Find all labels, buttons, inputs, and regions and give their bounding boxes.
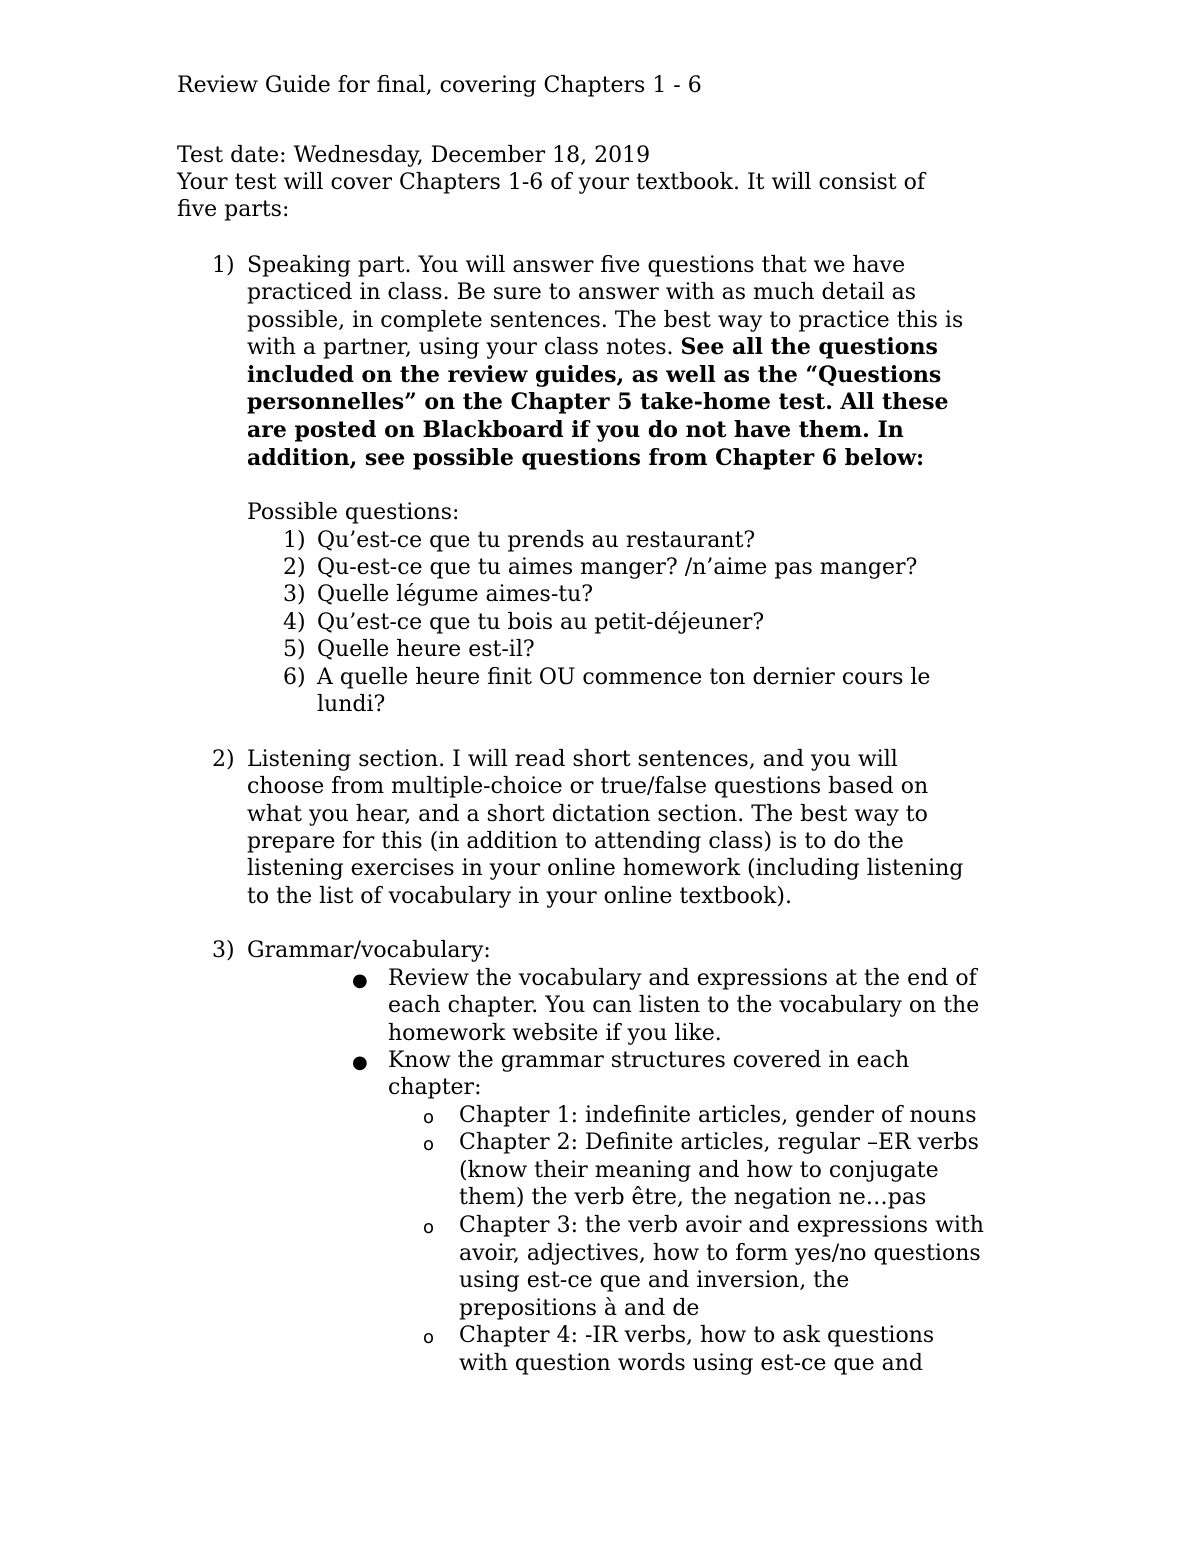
question-item: Quelle légume aimes-tu? (317, 582, 594, 607)
part1-bold-line: are posted on Blackboard if you do not have them. In (247, 417, 904, 443)
question-number: 6) (283, 665, 306, 690)
part1-bold-text: See all the questions (680, 334, 938, 360)
part1-line: possible, in complete sentences. The best way to practice this is (247, 308, 964, 333)
question-number: 5) (283, 637, 306, 662)
question-item: Qu-est-ce que tu aimes manger? /n’aime pas manger? (317, 555, 918, 580)
part1-bold-line: included on the review guides, as well as the “Questions (247, 362, 942, 388)
bullet-line: homework website if you like. (388, 1021, 722, 1046)
question-number: 3) (283, 582, 306, 607)
part2-line: to the list of vocabulary in your online textbook). (247, 884, 792, 909)
part3-heading: Grammar/vocabulary: (247, 938, 491, 963)
part1-line: Speaking part. You will answer five questions that we have (247, 253, 906, 278)
possible-questions-label: Possible questions: (247, 500, 460, 525)
part2-line: Listening section. I will read short sentences, and you will (247, 747, 898, 772)
chapter-line: prepositions à and de (459, 1296, 700, 1321)
circle-bullet-icon: o (423, 1134, 435, 1155)
part1-mixed-line (247, 334, 938, 362)
question-number: 4) (283, 610, 306, 635)
bullet-line: Know the grammar structures covered in each (388, 1048, 910, 1073)
part2-line: what you hear, and a short dictation section. The best way to (247, 802, 928, 827)
question-number: 2) (283, 555, 306, 580)
chapter-line: Chapter 4: -IR verbs, how to ask questions (459, 1323, 935, 1348)
question-item: lundi? (317, 692, 386, 717)
part-number: 2) (212, 747, 235, 772)
question-item: Quelle heure est-il? (317, 637, 535, 662)
part2-line: prepare for this (in addition to attending class) is to do the (247, 829, 904, 854)
part-number: 3) (212, 938, 235, 963)
chapter-line: Chapter 3: the verb avoir and expressions with (459, 1213, 984, 1238)
bullet-icon: ● (352, 1052, 368, 1073)
circle-bullet-icon: o (423, 1327, 435, 1348)
intro-line: five parts: (177, 197, 290, 222)
question-item: A quelle heure finit OU commence ton dernier cours le (317, 665, 931, 690)
question-number: 1) (283, 528, 306, 553)
part2-line: choose from multiple-choice or true/false questions based on (247, 774, 929, 799)
part-number: 1) (212, 253, 235, 278)
chapter-line: with question words using est-ce que and (459, 1351, 923, 1376)
part1-bold-line: personnelles” on the Chapter 5 take-home test. All these (247, 389, 949, 415)
circle-bullet-icon: o (423, 1107, 435, 1128)
chapter-line: them) the verb être, the negation ne…pas (459, 1185, 927, 1210)
part2-line: listening exercises in your online homework (including listening (247, 856, 964, 881)
bullet-line: chapter: (388, 1075, 482, 1100)
document-title: Review Guide for final, covering Chapters 1 - 6 (177, 73, 702, 98)
part1-bold-line: addition, see possible questions from Chapter 6 below: (247, 445, 925, 471)
test-date: Test date: Wednesday, December 18, 2019 (177, 143, 651, 168)
question-item: Qu’est-ce que tu prends au restaurant? (317, 528, 756, 553)
chapter-line: Chapter 1: indefinite articles, gender of nouns (459, 1103, 977, 1128)
circle-bullet-icon: o (423, 1217, 435, 1238)
part1-normal-text: with a partner, using your class notes. (247, 335, 681, 360)
part1-line: practiced in class. Be sure to answer with as much detail as (247, 280, 917, 305)
chapter-line: Chapter 2: Definite articles, regular –ER verbs (459, 1130, 979, 1155)
bullet-line: each chapter. You can listen to the vocabulary on the (388, 993, 980, 1018)
chapter-line: avoir, adjectives, how to form yes/no questions (459, 1241, 981, 1266)
bullet-line: Review the vocabulary and expressions at the end of (388, 966, 977, 991)
intro-line: Your test will cover Chapters 1-6 of your textbook. It will consist of (177, 170, 926, 195)
chapter-line: (know their meaning and how to conjugate (459, 1158, 939, 1183)
chapter-line: using est-ce que and inversion, the (459, 1268, 850, 1293)
question-item: Qu’est-ce que tu bois au petit-déjeuner? (317, 610, 765, 635)
bullet-icon: ● (352, 970, 368, 991)
